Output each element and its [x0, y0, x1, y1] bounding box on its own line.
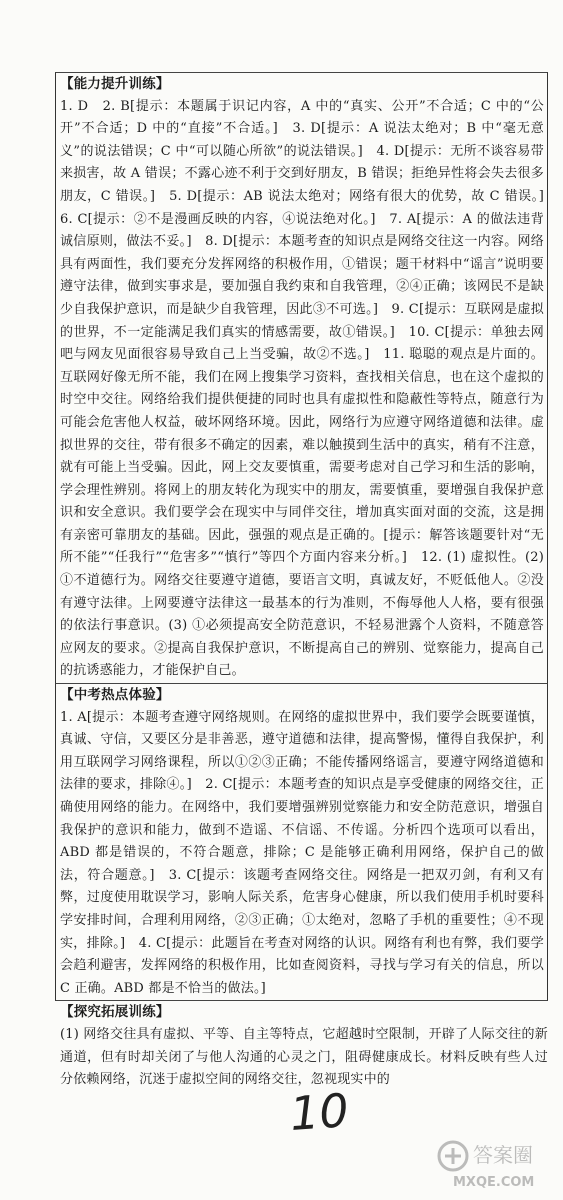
- watermark-text-url: MXQE.COM: [453, 1175, 535, 1190]
- section-title-ability: 【能力提升训练】: [60, 76, 170, 92]
- section-text-explore: (1) 网络交往具有虚拟、平等、自主等特点，它超越时空限制，开辟了人际交往的新通道，但有时却关闭了与他人沟通的心灵之门，阻碍健康成长。材料反映有些人过分依赖网络，沉迷于虚拟空间的网络交往，忽视现实中的: [60, 1026, 548, 1088]
- section-title-explore: 【探究拓展训练】: [60, 1004, 170, 1021]
- watermark-text-cn: 答案圈: [473, 1143, 533, 1167]
- page-number: 10: [288, 1083, 351, 1141]
- section-ability: [55, 72, 558, 684]
- watermark-logo: [433, 1132, 551, 1192]
- section-title-exam-hotspot: 【中考热点体验】: [60, 687, 170, 704]
- section-exam-hotspot: [55, 684, 548, 1001]
- answer-content: [60, 72, 558, 1092]
- section-text-ability: 1. D 2. B[提示：本题属于识记内容，A 中的“真实、公开”不合适；C 中的“公开”不合适；D 中的“直接”不合适。] 3. D[提示：A 说法太绝对；B 中“毫无意义”的说法错误；C 中“可以随心所欲”的说法错误。] 4. D[提示：无所不谈容易带来损害，故 A 错误；不露心迹不利于交到好朋友，B 错误；拒绝异性将会失去很多朋友，C 错误。] 5. D[提示：AB 说法太绝对；网络有很大的优势，故 C 错误。] 6. C[提示：②不是漫画反映的内容，④说法绝对化。] 7. A[提示：A 的做法违背诚信原则，做法不妥。] 8. D[提示：本题考查的知识点是网络交往这一内容。网络具有两面性，我们要充分发挥网络的积极作用，①错误；题干材料中“谣言”说明要遵守法律，做到实事求是，要加强自我约束和自我管理，②④正确；该网民不是缺少自我保护意识，而是缺少自我管理，因此③不可选。] 9. C[提示：互联网是虚拟的世界，不一定能满足我们真实的情感需要，故①错误。] 10. C[提示：单独去网吧与网友见面很容易导致自己上当受骗，故②不选。] 11. 聪聪的观点是片面的。互联网好像无所不能，我们在网上搜集学习资料，查找相关信息，也在这个虚拟的时空中交往。网络给我们提供便捷的同时也具有虚拟性和隐蔽性等特点，随意行为可能会危害他人权益，破坏网络环境。因此，网络行为应遵守网络道德和法律。虚拟世界的交往，带有很多不确定的因素，难以触摸到生活中的真实，稍有不注意，就有可能上当受骗。因此，网上交友要慎重，需要考虑对自己学习和生活的影响，学会理性辨别。将网上的朋友转化为现实中的朋友，需要慎重，要增强自我保护意识和安全意识。我们要学会在现实中与同伴交往，增加真实面对面的交流，这是拥有亲密可靠朋友的基础。因此，强强的观点是正确的。[提示：解答该题要针对“无所不能”“任我行”“危害多”“慎行”等四个方面内容来分析。] 12. (1) 虚拟性。(2) ①不道德行为。网络交往要遵守道德，要语言文明，真诚友好，不贬低他人。②没有遵守法律。上网要遵守法律这一最基本的行为准则，不侮辱他人人格，要有很强的依法行事意识。(3) ①必须提高安全防范意识，不轻易泄露个人资料，不随意答应网友的要求。②提高自我保护意识，不断提高自己的辨别、觉察能力，提高自己的抗诱惑能力，才能保护自己。: [60, 98, 558, 679]
- section-text-exam-hotspot: 1. A[提示：本题考查遵守网络规则。在网络的虚拟世界中，我们要学会既要谨慎，真诚、守信，又要区分是非善恶，遵守道德和法律，提高警惕，懂得自我保护，利用互联网学习网络课程，所以①②③正确；不能传播网络谣言，要遵守网络道德和法律的要求，排除④。] 2. C[提示：本题考查的知识点是享受健康的网络交往，正确使用网络的能力。在网络中，我们要增强辨别觉察能力和安全防范意识，增强自我保护的意识和能力，做到不造谣、不信谣、不传谣。分析四个选项可以看出，ABD 都是错误的，不符合题意，排除；C 是能够正确利用网络，保护自己的做法，符合题意。] 3. C[提示：该题考查网络交往。网络是一把双刃剑，有利又有弊，过度使用耽误学习，影响人际关系，危害身心健康，所以我们使用手机时要科学安排时间，合理利用网络，②③正确；①太绝对，忽略了手机的重要性；④不现实，排除。] 4. C[提示：此题旨在考查对网络的认识。网络有利也有弊，我们要学会趋利避害，发挥网络的积极作用，比如查阅资料，寻找与学习有关的信息，所以 C 正确。ABD 都是不恰当的做法。]: [60, 709, 544, 996]
